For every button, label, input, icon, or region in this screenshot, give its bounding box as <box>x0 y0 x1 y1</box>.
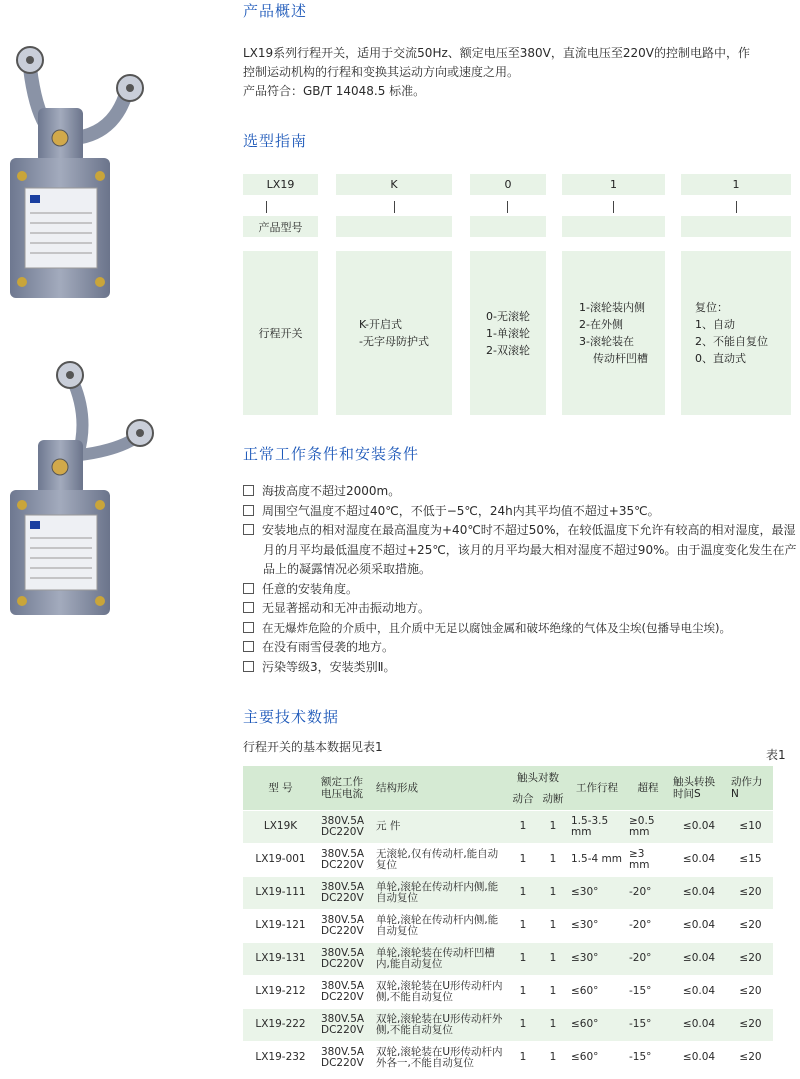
table-row <box>243 876 773 909</box>
desc-line: 1、自动 <box>695 318 735 331</box>
cell-make: 1 <box>508 1008 538 1041</box>
table-row <box>243 1008 773 1041</box>
cell-time: ≤0.04 <box>670 1041 728 1074</box>
condition-item: 无显著摇动和无冲击振动地方。 <box>243 599 798 619</box>
code-box-series: LX19 <box>243 174 318 195</box>
connector-line <box>266 201 267 213</box>
desc-box-roller <box>470 251 546 415</box>
header-make: 动合 <box>508 788 538 810</box>
cell-structure: 双轮,滚轮装在U形传动杆内外各一,不能自动复位 <box>373 1041 508 1074</box>
condition-item: 安装地点的相对湿度在最高温度为+40℃时不超过50%，在较低温度下允许有较高的相对湿度，最湿月的月平均最低温度不超过+25℃，该月的月平均最大相对湿度不超过90%。由于温度变化发生在产品上的凝露情况必须采取措施。 <box>243 521 798 580</box>
table-caption: 行程开关的基本数据见表1 <box>243 740 383 754</box>
cell-model: LX19-121 <box>243 909 318 942</box>
cell-break: 1 <box>538 876 568 909</box>
checkbox-icon <box>243 485 254 496</box>
desc-line: 2-双滚轮 <box>486 343 530 357</box>
code-box-k: K <box>336 174 452 195</box>
cell-over: ≥0.5 mm <box>626 810 670 843</box>
desc-line: 3-滚轮装在 <box>579 335 634 348</box>
desc-line: 1-单滚轮 <box>486 326 530 340</box>
cell-break: 1 <box>538 909 568 942</box>
cell-model: LX19-232 <box>243 1041 318 1074</box>
condition-item: 在无爆炸危险的介质中，且介质中无足以腐蚀金属和破坏绝缘的气体及尘埃(包播导电尘埃)。 <box>243 619 798 639</box>
cell-break: 1 <box>538 843 568 876</box>
table-row <box>243 843 773 876</box>
cell-model: LX19-212 <box>243 975 318 1008</box>
table-row <box>243 810 773 843</box>
cell-break: 1 <box>538 942 568 975</box>
product-photo-double-roller <box>0 38 180 308</box>
cell-travel: ≤30° <box>568 942 626 975</box>
cell-force: ≤20 <box>728 942 773 975</box>
cell-model: LX19-131 <box>243 942 318 975</box>
cell-time: ≤0.04 <box>670 1008 728 1041</box>
checkbox-icon <box>243 622 254 633</box>
table-row <box>243 942 773 975</box>
overview-heading: 产品概述 <box>243 2 308 20</box>
desc-line: 行程开关 <box>258 326 303 340</box>
cell-structure: 单轮,滚轮装在传动杆凹槽内,能自动复位 <box>373 942 508 975</box>
desc-line: 0-无滚轮 <box>486 309 530 323</box>
header-rated: 额定工作电压电流 <box>318 766 373 810</box>
checkbox-icon <box>243 661 254 672</box>
cell-force: ≤10 <box>728 810 773 843</box>
desc-box-type <box>243 251 318 415</box>
cell-over: -20° <box>626 942 670 975</box>
header-travel: 工作行程 <box>568 766 626 810</box>
cell-structure: 无滚轮,仅有传动杆,能自动复位 <box>373 843 508 876</box>
cell-over: -20° <box>626 909 670 942</box>
checkbox-icon <box>243 505 254 516</box>
desc-line: K-开启式 <box>359 318 403 331</box>
cell-force: ≤15 <box>728 843 773 876</box>
condition-item: 周围空气温度不超过40℃，不低于−5℃，24h内其平均值不超过+35℃。 <box>243 502 798 522</box>
cell-model: LX19K <box>243 810 318 843</box>
table-row <box>243 909 773 942</box>
cell-travel: ≤60° <box>568 1008 626 1041</box>
cell-structure: 元 件 <box>373 810 508 843</box>
table-row <box>243 975 773 1008</box>
cell-force: ≤20 <box>728 1008 773 1041</box>
cell-rated: 380V.5A DC220V <box>318 1041 373 1074</box>
overview-line-1: LX19系列行程开关，适用于交流50Hz、额定电压至380V，直流电压至220V的控制电路中，作 <box>243 46 750 60</box>
desc-line: 2、不能自复位 <box>695 335 768 348</box>
cell-make: 1 <box>508 975 538 1008</box>
cell-structure: 双轮,滚轮装在U形传动杆内侧,不能自动复位 <box>373 975 508 1008</box>
code-box-reset: 1 <box>681 174 791 195</box>
cell-break: 1 <box>538 975 568 1008</box>
cell-structure: 双轮,滚轮装在U形传动杆外侧,不能自动复位 <box>373 1008 508 1041</box>
conditions-heading: 正常工作条件和安装条件 <box>243 445 420 463</box>
model-blank-box <box>336 216 452 237</box>
header-force: 动作力N <box>728 766 773 810</box>
checkbox-icon <box>243 583 254 594</box>
checkbox-icon <box>243 602 254 613</box>
cell-time: ≤0.04 <box>670 843 728 876</box>
cell-over: -15° <box>626 975 670 1008</box>
desc-line: -无字母防护式 <box>359 335 429 348</box>
cell-break: 1 <box>538 1008 568 1041</box>
connector-line <box>507 201 508 213</box>
cell-make: 1 <box>508 942 538 975</box>
desc-line: 2-在外侧 <box>579 318 623 331</box>
cell-over: -20° <box>626 876 670 909</box>
cell-over: -15° <box>626 1041 670 1074</box>
condition-item: 污染等级3，安装类别Ⅱ。 <box>243 658 798 678</box>
connector-line <box>394 201 395 213</box>
cell-make: 1 <box>508 843 538 876</box>
cell-make: 1 <box>508 876 538 909</box>
cell-travel: 1.5-4 mm <box>568 843 626 876</box>
header-switch-time: 触头转换时间S <box>670 766 728 810</box>
cell-rated: 380V.5A DC220V <box>318 876 373 909</box>
cell-travel: ≤30° <box>568 876 626 909</box>
desc-line: 0、直动式 <box>695 352 746 365</box>
selection-heading: 选型指南 <box>243 132 308 150</box>
condition-item: 在没有雨雪侵袭的地方。 <box>243 638 798 658</box>
cell-model: LX19-111 <box>243 876 318 909</box>
product-photo-single-roller <box>0 355 180 625</box>
condition-item: 任意的安装角度。 <box>243 580 798 600</box>
cell-time: ≤0.04 <box>670 942 728 975</box>
desc-box-reset <box>681 251 791 415</box>
cell-time: ≤0.04 <box>670 975 728 1008</box>
header-structure: 结构形成 <box>373 766 508 810</box>
overview-text <box>243 44 795 101</box>
table-row <box>243 1041 773 1074</box>
cell-force: ≤20 <box>728 876 773 909</box>
cell-travel: ≤60° <box>568 975 626 1008</box>
tech-heading: 主要技术数据 <box>243 708 340 726</box>
header-contacts: 触头对数 <box>508 766 568 788</box>
cell-make: 1 <box>508 909 538 942</box>
connector-line <box>613 201 614 213</box>
cell-time: ≤0.04 <box>670 876 728 909</box>
desc-line: 1-滚轮装内侧 <box>579 301 645 314</box>
cell-rated: 380V.5A DC220V <box>318 975 373 1008</box>
cell-rated: 380V.5A DC220V <box>318 909 373 942</box>
spec-table <box>243 766 773 1074</box>
code-box-roller: 0 <box>470 174 546 195</box>
condition-item: 海拔高度不超过2000m。 <box>243 482 798 502</box>
model-blank-box <box>470 216 546 237</box>
header-overtravel: 超程 <box>626 766 670 810</box>
cell-break: 1 <box>538 1041 568 1074</box>
overview-line-3: 产品符合：GB/T 14048.5 标准。 <box>243 84 426 98</box>
conditions-list <box>243 482 798 677</box>
cell-model: LX19-222 <box>243 1008 318 1041</box>
cell-travel: ≤60° <box>568 1041 626 1074</box>
cell-rated: 380V.5A DC220V <box>318 810 373 843</box>
cell-rated: 380V.5A DC220V <box>318 942 373 975</box>
cell-rated: 380V.5A DC220V <box>318 843 373 876</box>
header-break: 动断 <box>538 788 568 810</box>
cell-travel: ≤30° <box>568 909 626 942</box>
desc-line: 复位： <box>695 301 728 314</box>
cell-force: ≤20 <box>728 975 773 1008</box>
cell-over: -15° <box>626 1008 670 1041</box>
cell-model: LX19-001 <box>243 843 318 876</box>
cell-break: 1 <box>538 810 568 843</box>
cell-time: ≤0.04 <box>670 810 728 843</box>
model-label-box: 产品型号 <box>243 216 318 237</box>
cell-force: ≤20 <box>728 909 773 942</box>
cell-structure: 单轮,滚轮在传动杆内侧,能自动复位 <box>373 909 508 942</box>
code-box-position: 1 <box>562 174 665 195</box>
cell-structure: 单轮,滚轮在传动杆内侧,能自动复位 <box>373 876 508 909</box>
cell-travel: 1.5-3.5 mm <box>568 810 626 843</box>
header-model: 型 号 <box>243 766 318 810</box>
desc-box-enclosure <box>336 251 452 415</box>
overview-line-2: 控制运动机构的行程和变换其运动方向或速度之用。 <box>243 65 520 79</box>
cell-force: ≤20 <box>728 1041 773 1074</box>
cell-time: ≤0.04 <box>670 909 728 942</box>
cell-make: 1 <box>508 1041 538 1074</box>
cell-rated: 380V.5A DC220V <box>318 1008 373 1041</box>
table-number: 表1 <box>766 748 786 762</box>
cell-make: 1 <box>508 810 538 843</box>
desc-box-position <box>562 251 665 415</box>
connector-line <box>736 201 737 213</box>
checkbox-icon <box>243 524 254 535</box>
checkbox-icon <box>243 641 254 652</box>
model-blank-box <box>562 216 665 237</box>
model-blank-box <box>681 216 791 237</box>
cell-over: ≥3 mm <box>626 843 670 876</box>
desc-line: 传动杆凹槽 <box>593 352 648 365</box>
